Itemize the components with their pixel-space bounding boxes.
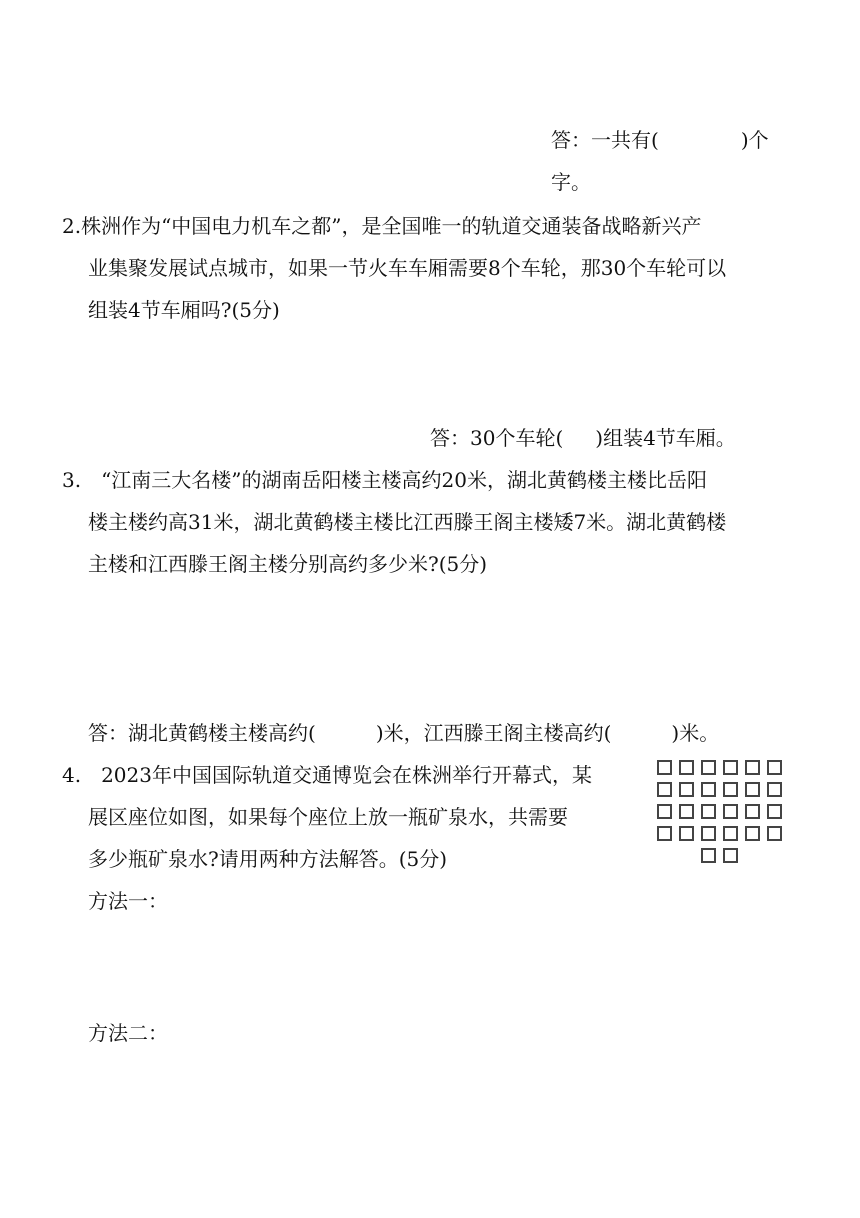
q3-answer-part2: )米，江西滕王阁主楼高约( (375, 721, 612, 745)
q1-answer-prefix: 答：一共有( (551, 128, 659, 152)
seat-square (723, 804, 738, 819)
seat-square (701, 782, 716, 797)
seat-square (723, 782, 738, 797)
seat-square (657, 826, 672, 841)
seat-square (657, 782, 672, 797)
q2-answer-line (430, 424, 736, 452)
seat-square (679, 782, 694, 797)
q4-line2: 展区座位如图，如果每个座位上放一瓶矿泉水，共需要 (88, 805, 568, 829)
q4-method2-label: 方法二： (88, 1021, 168, 1045)
seat-square (701, 804, 716, 819)
q3-line2: 楼主楼约高31米，湖北黄鹤楼主楼比江西滕王阁主楼矮7米。湖北黄鹤楼 (88, 510, 727, 534)
seat-square (701, 848, 716, 863)
seat-square (745, 782, 760, 797)
q4-method1-label: 方法一： (88, 889, 168, 913)
q3-line1: 3. “江南三大名楼”的湖南岳阳楼主楼高约20米，湖北黄鹤楼主楼比岳阳 (62, 468, 707, 492)
q4-line3: 多少瓶矿泉水?请用两种方法解答。(5分) (88, 847, 448, 871)
q2-line3: 组装4节车厢吗?(5分) (88, 298, 280, 322)
seat-square (745, 826, 760, 841)
seat-square (679, 760, 694, 775)
seat-square (679, 826, 694, 841)
seat-square (657, 760, 672, 775)
q2-line2: 业集聚发展试点城市，如果一节火车车厢需要8个车轮，那30个车轮可以 (88, 256, 727, 280)
seat-square (767, 782, 782, 797)
seat-square (767, 826, 782, 841)
seat-square (767, 760, 782, 775)
seat-square (745, 760, 760, 775)
seat-square (723, 760, 738, 775)
q3-answer-part1: 答：湖北黄鹤楼主楼高约( (88, 721, 316, 745)
seat-square (679, 804, 694, 819)
seat-square (657, 804, 672, 819)
q3-answer-part3: )米。 (671, 721, 720, 745)
q1-answer-line2: 字。 (551, 170, 591, 194)
seating-diagram (655, 758, 785, 873)
seat-square (701, 826, 716, 841)
seat-square (723, 848, 738, 863)
seat-square (767, 804, 782, 819)
q1-answer-suffix: )个 (740, 128, 769, 152)
q2-answer-prefix: 答：30个车轮( (430, 426, 564, 450)
seat-square (745, 804, 760, 819)
q3-line3: 主楼和江西滕王阁主楼分别高约多少米?(5分) (88, 552, 488, 576)
q2-answer-suffix: )组装4节车厢。 (595, 426, 736, 450)
seat-square (701, 760, 716, 775)
q4-line1: 4. 2023年中国国际轨道交通博览会在株洲举行开幕式，某 (62, 763, 592, 787)
q2-line1: 2.株洲作为“中国电力机车之都”，是全国唯一的轨道交通装备战略新兴产 (62, 214, 702, 238)
q1-answer-line (551, 126, 769, 154)
seat-square (723, 826, 738, 841)
q3-answer-line (88, 719, 719, 747)
